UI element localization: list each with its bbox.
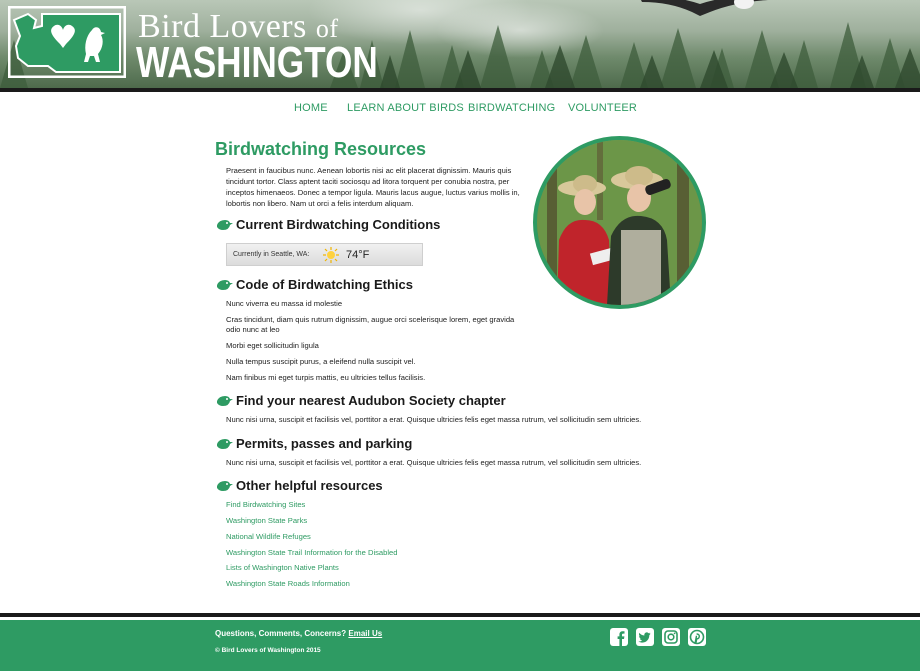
ethics-heading-text: Code of Birdwatching Ethics [236,277,413,292]
footer-copyright: © Bird Lovers of Washington 2015 [215,647,321,654]
facebook-icon[interactable] [610,628,628,646]
pinterest-icon[interactable] [688,628,706,646]
nav-volunteer[interactable]: VOLUNTEER [568,102,638,114]
resources-heading [216,478,383,493]
bird-icon [216,279,233,291]
weather-widget [226,243,423,266]
permits-heading [216,436,412,451]
site-header [0,0,920,88]
footer-contact [215,629,382,638]
resource-link[interactable]: Washington State Roads Information [226,579,350,588]
resource-link[interactable]: Find Birdwatching Sites [226,500,306,509]
twitter-icon[interactable] [636,628,654,646]
footer-divider [0,613,920,617]
permits-heading-text: Permits, passes and parking [236,436,413,451]
audubon-heading [216,393,506,408]
birdwatchers-photo [533,136,706,309]
ethics-item: Morbi eget sollicitudin ligula [226,341,319,350]
washington-state-icon [8,6,126,78]
bird-icon [216,438,233,450]
conditions-heading [216,217,440,232]
logo-title: Bird Lovers of [138,8,339,45]
bird-icon [216,219,233,231]
ethics-item: Cras tincidunt, diam quis rutrum dignissim, augue orci scelerisque lorem, eget gravida odio nunc at leo [226,315,515,334]
logo-subtitle: WASHINGTON [136,38,378,87]
ethics-item: Nam finibus mi eget turpis mattis, eu ultricies tellus facilisis. [226,373,426,382]
permits-text: Nunc nisi urna, suscipit et facilisis vel, porttitor a erat. Quisque ultricies felis eget massa rutrum, vel sollicitudin sem ultricies. [226,458,642,467]
intro-paragraph: Praesent in faucibus nunc. Aenean lobortis nisi ac elit placerat dignissim. Mauris quis tincidunt tortor. Class aptent taciti sociosqu ad litora torquent per conubia nostra, per inceptos himenaeos. Donec a tempor ligula. Mauris lacus augue, luctus varius mollis in, lobortis non libero. Nam ut orci a felis interdum aliquam. [226,166,520,208]
ethics-item: Nulla tempus suscipit purus, a eleifend nulla suscipit vel. [226,357,416,366]
bird-icon [216,395,233,407]
weather-temperature: 74°F [346,249,370,261]
header-divider [0,88,920,92]
conditions-heading-text: Current Birdwatching Conditions [236,217,441,232]
nav-home[interactable]: HOME [294,102,328,114]
site-footer [0,620,920,671]
footer-question: Questions, Comments, Concerns? [215,629,347,638]
email-us-link[interactable]: Email Us [348,629,383,638]
site-logo[interactable] [8,6,378,87]
sun-icon [323,247,339,263]
resource-link[interactable]: National Wildlife Refuges [226,532,311,541]
audubon-heading-text: Find your nearest Audubon Society chapter [236,393,506,408]
bird-icon [216,480,233,492]
nav-birdwatching[interactable]: BIRDWATCHING [468,102,556,114]
ethics-heading [216,277,413,292]
resources-heading-text: Other helpful resources [236,478,383,493]
resource-link[interactable]: Washington State Parks [226,516,308,525]
birdwatchers-illustration [537,140,702,305]
resource-link[interactable]: Lists of Washington Native Plants [226,563,339,572]
instagram-icon[interactable] [662,628,680,646]
nav-learn-about-birds[interactable]: LEARN ABOUT BIRDS [347,102,464,114]
ethics-item: Nunc viverra eu massa id molestie [226,299,343,308]
resource-link[interactable]: Washington State Trail Information for the Disabled [226,548,398,557]
main-nav [0,102,920,120]
page-title: Birdwatching Resources [215,139,427,159]
weather-location: Currently in Seattle, WA: [233,251,310,258]
eagle-image [640,0,770,20]
audubon-text: Nunc nisi urna, suscipit et facilisis vel, porttitor a erat. Quisque ultricies felis eget massa rutrum, vel sollicitudin sem ultricies. [226,415,642,424]
